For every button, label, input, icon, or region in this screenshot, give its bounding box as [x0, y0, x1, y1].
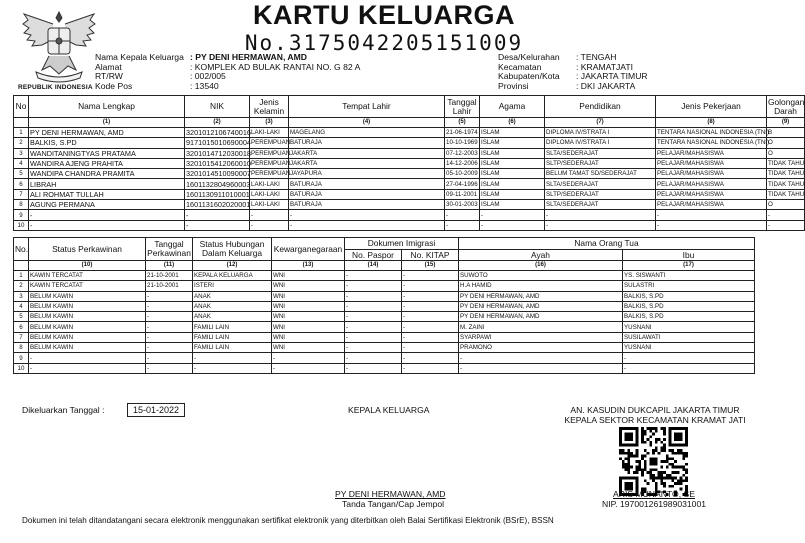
- column-number: (11): [146, 261, 193, 271]
- cell-kitap-no: -: [402, 332, 459, 342]
- header-no-2: No.: [14, 238, 29, 261]
- header-immigration-docs: Dokumen Imigrasi: [345, 238, 459, 250]
- table-row: [14, 353, 755, 363]
- cell-nik: 1601131602020001: [186, 200, 251, 210]
- cell-occupation: PELAJAR/MAHASISWA: [656, 148, 767, 158]
- cell-occupation: -: [656, 210, 767, 220]
- cell-citizenship: WNI: [272, 343, 345, 353]
- cell-education: BELUM TAMAT SD/SEDERAJAT: [545, 169, 656, 179]
- cell-birthplace: -: [289, 220, 445, 230]
- cell-nik: 3201015412060010: [186, 159, 251, 169]
- official-title-line-2: KEPALA SEKTOR KECAMATAN KRAMAT JATI: [564, 415, 746, 425]
- issued-date-label: Dikeluarkan Tanggal :: [22, 405, 105, 415]
- table-row: [14, 138, 805, 148]
- cell-religion: -: [480, 210, 545, 220]
- cell-nik: 3201014510090007: [186, 169, 251, 179]
- cell-occupation: -: [656, 220, 767, 230]
- header-occupation: Jenis Pekerjaan: [656, 96, 767, 118]
- cell-family-relationship: FAMILI LAIN: [193, 343, 272, 353]
- cell-full-name: -: [29, 210, 185, 220]
- cell-mother-name: SUSILAWATI: [623, 332, 755, 342]
- cell-family-relationship: FAMILI LAIN: [193, 332, 272, 342]
- value-postal-code: : 13540: [190, 80, 219, 91]
- cell-mother-name: BALKIS, S.PD: [623, 291, 755, 301]
- header-father: Ayah: [459, 250, 623, 261]
- cell-row-no: 10: [14, 220, 29, 230]
- region-values: [576, 53, 648, 91]
- header-mother: Ibu: [623, 250, 755, 261]
- label-province: Provinsi: [498, 80, 529, 91]
- cell-mother-name: SULASTRI: [623, 281, 755, 291]
- cell-occupation: PELAJAR/MAHASISWA: [656, 158, 767, 168]
- document-title: KARTU KELUARGA: [253, 0, 515, 30]
- cell-occupation: TENTARA NASIONAL INDONESIA (TNI): [657, 129, 770, 137]
- table-row: [14, 343, 755, 353]
- label-head-of-family: Nama Kepala Keluarga: [95, 52, 184, 62]
- column-number-row: [14, 261, 755, 271]
- cell-birthplace: BATURAJA: [289, 138, 445, 148]
- table-row: [14, 200, 805, 210]
- column-number: (14): [345, 261, 402, 271]
- cell-religion: ISLAM: [480, 158, 545, 168]
- cell-citizenship: WNI: [272, 301, 345, 311]
- cell-occupation: PELAJAR/MAHASISWA: [656, 200, 767, 210]
- cell-row-no: 5: [14, 312, 29, 322]
- header-gender: Jenis Kelamin: [250, 96, 289, 118]
- header-kitap-no: No. KITAP: [402, 250, 459, 261]
- cell-father-name: -: [459, 363, 623, 373]
- cell-religion: -: [480, 220, 545, 230]
- official-nip: NIP. 197001261989031001: [602, 499, 707, 509]
- table-row: [14, 332, 755, 342]
- cell-family-relationship: ANAK: [193, 312, 272, 322]
- cell-row-no: 10: [14, 363, 29, 373]
- cell-occupation: PELAJAR/MAHASISWA: [656, 179, 767, 189]
- cell-marital-status: -: [29, 363, 146, 373]
- cell-gender: LAKI-LAKI: [250, 179, 289, 189]
- cell-education: -: [545, 210, 656, 220]
- table-row: [14, 271, 755, 281]
- cell-marriage-date: -: [146, 353, 193, 363]
- cell-kitap-no: -: [402, 343, 459, 353]
- cell-blood-type: O: [767, 200, 805, 210]
- column-number-blank: [14, 118, 29, 128]
- cell-kitap-no: -: [402, 353, 459, 363]
- cell-birthdate: 05-10-2009: [446, 170, 478, 178]
- cell-row-no: 6: [14, 179, 29, 189]
- column-number: (7): [545, 118, 656, 128]
- cell-nik: -: [185, 210, 250, 220]
- cell-full-name: WANDITANINGTYAS PRATAMA: [29, 148, 185, 158]
- cell-citizenship: -: [272, 363, 345, 373]
- cell-birthdate: 14-12-2006: [446, 160, 478, 168]
- column-number: (5): [445, 118, 480, 128]
- cell-gender: LAKI-LAKI: [250, 128, 289, 138]
- cell-education: SLTA/SEDERAJAT: [545, 148, 656, 158]
- cell-marital-status: KAWIN TERCATAT: [29, 281, 146, 291]
- cell-gender: LAKI-LAKI: [250, 189, 289, 199]
- cell-marriage-date: -: [146, 343, 193, 353]
- table-row: [14, 291, 755, 301]
- cell-passport-no: -: [345, 291, 402, 301]
- header-religion: Agama: [480, 96, 545, 118]
- cell-birthdate: -: [445, 220, 480, 230]
- cell-passport-no: -: [345, 301, 402, 311]
- cell-marital-status: BELUM KAWIN: [29, 291, 146, 301]
- cell-education: SLTA/SEDERAJAT: [545, 200, 656, 210]
- cell-father-name: SUWOTO: [459, 271, 623, 281]
- cell-birthplace: -: [289, 210, 445, 220]
- cell-education: DIPLOMA IV/STRATA I: [545, 138, 656, 148]
- cell-religion: ISLAM: [480, 200, 545, 210]
- cell-marriage-date: 21-10-2001: [146, 281, 193, 291]
- cell-full-name: BALKIS, S.PD: [29, 138, 185, 148]
- header-citizenship: Kewarganegaraan: [272, 238, 345, 261]
- cell-birthdate: 10-10-1969: [446, 139, 478, 147]
- cell-gender: PEREMPUAN: [251, 170, 291, 178]
- official-title-line-1: AN. KASUDIN DUKCAPIL JAKARTA TIMUR: [570, 405, 740, 415]
- cell-row-no: 8: [14, 200, 29, 210]
- cell-row-no: 8: [14, 343, 29, 353]
- cell-religion: ISLAM: [480, 189, 545, 199]
- cell-row-no: 9: [14, 210, 29, 220]
- cell-marriage-date: -: [146, 322, 193, 332]
- cell-mother-name: YUSNANI: [623, 343, 755, 353]
- cell-full-name: ALI ROHMAT TULLAH: [29, 189, 185, 199]
- cell-full-name: LIBRAH: [29, 179, 185, 189]
- cell-blood-type: O: [767, 148, 805, 158]
- table-row: [14, 322, 755, 332]
- cell-mother-name: YUSNANI: [623, 322, 755, 332]
- label-village: Desa/Kelurahan: [498, 52, 560, 62]
- cell-family-relationship: -: [193, 353, 272, 363]
- value-city: : JAKARTA TIMUR: [576, 71, 648, 82]
- cell-citizenship: -: [272, 353, 345, 363]
- cell-nik: 9171015010690004: [186, 138, 251, 148]
- cell-family-relationship: FAMILI LAIN: [193, 322, 272, 332]
- value-village: : TENGAH: [576, 52, 617, 62]
- cell-religion: ISLAM: [480, 148, 545, 158]
- civil-status-table: [13, 237, 755, 374]
- cell-mother-name: BALKIS, S.PD: [623, 312, 755, 322]
- cell-blood-type: TIDAK TAHU: [768, 180, 805, 188]
- header-marriage-date: Tanggal Perkawinan: [146, 238, 193, 261]
- cell-mother-name: -: [623, 353, 755, 363]
- cell-row-no: 7: [14, 332, 29, 342]
- cell-marital-status: BELUM KAWIN: [29, 312, 146, 322]
- cell-blood-type: TIDAK TAHU: [768, 190, 805, 198]
- column-number-blank: [14, 261, 29, 271]
- cell-birthplace: BATURAJA: [289, 189, 445, 199]
- official-title: [540, 405, 770, 425]
- cell-birthplace: BATURAJA: [289, 200, 445, 210]
- cell-marriage-date: -: [146, 332, 193, 342]
- cell-blood-type: -: [767, 220, 805, 230]
- cell-father-name: PRAMONO: [459, 343, 623, 353]
- cell-father-name: PY DENI HERMAWAN, AMD: [459, 312, 623, 322]
- cell-gender: -: [250, 210, 289, 220]
- cell-religion: ISLAM: [480, 128, 545, 138]
- cell-kitap-no: -: [402, 301, 459, 311]
- official-name: ARIS MUNANTO, SE: [613, 489, 695, 499]
- cell-full-name: -: [29, 220, 185, 230]
- cell-row-no: 6: [14, 322, 29, 332]
- cell-gender: PEREMPUAN: [251, 149, 291, 157]
- cell-kitap-no: -: [402, 291, 459, 301]
- cell-birthplace: JAYAPURA: [289, 169, 445, 179]
- column-number: (4): [289, 118, 445, 128]
- cell-full-name: WANDIRA AJENG PRAHITA: [29, 158, 185, 168]
- cell-education: DIPLOMA IV/STRATA I: [545, 128, 656, 138]
- cell-marital-status: BELUM KAWIN: [29, 301, 146, 311]
- column-number: (15): [402, 261, 459, 271]
- cell-marriage-date: 21-10-2001: [146, 271, 193, 281]
- column-number: (3): [250, 118, 289, 128]
- cell-education: SLTP/SEDERAJAT: [545, 158, 656, 168]
- column-number: (13): [272, 261, 345, 271]
- household-left-labels: [95, 53, 184, 91]
- column-number-row: [14, 118, 805, 128]
- cell-blood-type: TIDAK TAHU: [768, 160, 805, 168]
- cell-birthplace: JAKARTA: [289, 148, 445, 158]
- cell-family-relationship: -: [193, 363, 272, 373]
- cell-blood-type: B: [767, 128, 805, 138]
- cell-religion: ISLAM: [480, 138, 545, 148]
- cell-father-name: SYARPAWI: [459, 332, 623, 342]
- cell-occupation: PELAJAR/MAHASISWA: [656, 169, 767, 179]
- header-marital-status: Status Perkawinan: [29, 238, 146, 261]
- cell-nik: -: [185, 220, 250, 230]
- cell-kitap-no: -: [402, 322, 459, 332]
- table-row: [14, 301, 755, 311]
- cell-citizenship: WNI: [272, 322, 345, 332]
- cell-row-no: 7: [14, 189, 29, 199]
- cell-row-no: 9: [14, 353, 29, 363]
- signature-caption: Tanda Tangan/Cap Jempol: [342, 499, 445, 509]
- cell-education: -: [545, 220, 656, 230]
- electronic-signature-notice: Dokumen ini telah ditandatangani secara elektronik menggunakan sertifikat elektronik yang diterbitkan oleh Balai Sertifikasi Elektronik (BSrE), BSSN: [22, 516, 554, 525]
- cell-father-name: M. ZAINI: [459, 322, 623, 332]
- cell-row-no: 5: [14, 169, 29, 179]
- cell-birthdate: -: [445, 210, 480, 220]
- cell-birthdate: 21-06-1974: [446, 129, 478, 137]
- cell-kitap-no: -: [402, 312, 459, 322]
- cell-passport-no: -: [345, 322, 402, 332]
- header-birthplace: Tempat Lahir: [289, 96, 445, 118]
- label-city: Kabupaten/Kota: [498, 71, 560, 82]
- cell-marriage-date: -: [146, 312, 193, 322]
- cell-family-relationship: ANAK: [193, 291, 272, 301]
- table-row: [14, 220, 805, 230]
- header-blood-type: Golongan Darah: [768, 96, 805, 116]
- cell-nik: 1601130911010001: [186, 189, 250, 199]
- label-postal-code: Kode Pos: [95, 80, 133, 91]
- cell-full-name: WANDIPA CHANDRA PRAMITA: [29, 169, 185, 179]
- cell-nik: 3201012106740016: [186, 128, 251, 138]
- cell-blood-type: TIDAK TAHU: [768, 170, 805, 178]
- cell-row-no: 3: [14, 148, 29, 158]
- cell-passport-no: -: [345, 332, 402, 342]
- value-rt-rw: : 002/005: [190, 71, 226, 82]
- cell-row-no: 2: [14, 281, 29, 291]
- column-number: (10): [29, 261, 146, 271]
- cell-family-relationship: ISTERI: [193, 281, 272, 291]
- cell-education: SLTA/SEDERAJAT: [545, 179, 656, 189]
- cell-passport-no: -: [345, 271, 402, 281]
- cell-full-name: PY DENI HERMAWAN, AMD: [29, 128, 185, 138]
- cell-birthdate: 27-04-1996: [446, 180, 478, 188]
- value-district: : KRAMATJATI: [576, 61, 633, 72]
- cell-mother-name: BALKIS, S.PD: [623, 301, 755, 311]
- cell-passport-no: -: [345, 353, 402, 363]
- label-address: Alamat: [95, 61, 122, 72]
- table-row: [14, 281, 755, 291]
- cell-father-name: PY DENI HERMAWAN, AMD: [459, 301, 623, 311]
- cell-marital-status: BELUM KAWIN: [29, 322, 146, 332]
- column-number: (17): [623, 261, 755, 271]
- cell-occupation: TENTARA NASIONAL INDONESIA (TNI): [657, 139, 770, 147]
- table-row: [14, 312, 755, 322]
- header-full-name: Nama Lengkap: [29, 96, 185, 118]
- cell-education: SLTP/SEDERAJAT: [545, 189, 656, 199]
- qr-code-icon: [619, 427, 688, 496]
- header-birthdate: Tanggal Lahir: [445, 96, 480, 118]
- column-number: (9): [767, 118, 805, 128]
- cell-kitap-no: -: [402, 271, 459, 281]
- cell-birthdate: 07-12-2003: [446, 149, 478, 157]
- cell-marriage-date: -: [146, 363, 193, 373]
- table-row: [14, 189, 805, 199]
- cell-row-no: 1: [14, 128, 29, 138]
- cell-family-relationship: ANAK: [193, 301, 272, 311]
- civil-status-body: [14, 261, 755, 374]
- cell-gender: -: [250, 220, 289, 230]
- cell-father-name: H.A HAMID: [459, 281, 623, 291]
- cell-citizenship: WNI: [272, 281, 345, 291]
- cell-birthdate: 30-01-2003: [446, 201, 478, 209]
- cell-passport-no: -: [345, 312, 402, 322]
- cell-birthdate: 09-11-2001: [445, 189, 480, 199]
- cell-gender: PEREMPUAN: [251, 160, 291, 168]
- cell-row-no: 3: [14, 291, 29, 301]
- cell-family-relationship: KEPALA KELUARGA: [193, 271, 272, 281]
- cell-row-no: 4: [14, 158, 29, 168]
- cell-birthplace: JAKARTA: [289, 158, 445, 168]
- label-rt-rw: RT/RW: [95, 71, 123, 82]
- cell-father-name: PY DENI HERMAWAN, AMD: [459, 291, 623, 301]
- table-row: [14, 158, 805, 168]
- table-row: [14, 148, 805, 158]
- issued-date-value: 15-01-2022: [127, 403, 185, 417]
- column-number: (16): [459, 261, 623, 271]
- value-province: : DKI JAKARTA: [576, 80, 636, 91]
- cell-marital-status: BELUM KAWIN: [29, 332, 146, 342]
- header-education: Pendidikan: [545, 96, 656, 118]
- family-members-body: [14, 118, 805, 231]
- family-card-number: No.3175042205151009: [244, 31, 524, 55]
- region-labels: [498, 53, 560, 91]
- column-number: (2): [185, 118, 250, 128]
- cell-birthplace: MAGELANG: [289, 128, 445, 138]
- cell-father-name: -: [459, 353, 623, 363]
- table-row: [14, 128, 805, 138]
- table-row: [14, 179, 805, 189]
- cell-marital-status: -: [29, 353, 146, 363]
- cell-passport-no: -: [345, 363, 402, 373]
- header-passport-no: No. Paspor: [345, 250, 402, 261]
- head-of-family-label: KEPALA KELUARGA: [348, 405, 430, 415]
- cell-marital-status: KAWIN TERCATAT: [29, 271, 146, 281]
- family-members-table: [13, 95, 805, 231]
- cell-marital-status: BELUM KAWIN: [29, 343, 146, 353]
- cell-blood-type: -: [767, 210, 805, 220]
- cell-religion: ISLAM: [480, 169, 545, 179]
- cell-kitap-no: -: [402, 281, 459, 291]
- cell-marriage-date: -: [146, 291, 193, 301]
- country-label: REPUBLIK INDONESIA: [18, 84, 93, 91]
- cell-birthplace: BATURAJA: [289, 179, 445, 189]
- cell-row-no: 4: [14, 301, 29, 311]
- header-nik: NIK: [185, 96, 250, 118]
- label-district: Kecamatan: [498, 61, 542, 72]
- column-number: (6): [480, 118, 545, 128]
- header-family-relationship: Status Hubungan Dalam Keluarga: [193, 238, 272, 261]
- cell-citizenship: WNI: [272, 271, 345, 281]
- value-address: : KOMPLEK AD BULAK RANTAI NO. G 82 A: [190, 61, 361, 72]
- cell-full-name: AGUNG PERMANA: [29, 200, 185, 210]
- column-number: (8): [656, 118, 767, 128]
- cell-citizenship: WNI: [272, 312, 345, 322]
- column-number: (1): [29, 118, 185, 128]
- cell-marriage-date: -: [146, 301, 193, 311]
- cell-row-no: 1: [14, 271, 29, 281]
- table-row: [14, 363, 755, 373]
- value-head-of-family: : PY DENI HERMAWAN, AMD: [190, 52, 307, 62]
- cell-nik: 1601132804960003: [186, 179, 251, 189]
- header-parents: Nama Orang Tua: [459, 238, 755, 250]
- cell-citizenship: WNI: [272, 332, 345, 342]
- cell-mother-name: -: [623, 363, 755, 373]
- cell-blood-type: O: [767, 138, 805, 148]
- cell-nik: 3201014712030018: [186, 148, 251, 158]
- cell-mother-name: YS. SISWANTI: [623, 271, 755, 281]
- cell-kitap-no: -: [402, 363, 459, 373]
- cell-gender: LAKI-LAKI: [250, 200, 289, 210]
- cell-gender: PEREMPUAN: [251, 139, 291, 147]
- table-row: [14, 210, 805, 220]
- household-left-values: [190, 53, 360, 91]
- cell-religion: ISLAM: [480, 179, 545, 189]
- header-no: No: [14, 96, 29, 118]
- cell-passport-no: -: [345, 281, 402, 291]
- cell-citizenship: WNI: [272, 291, 345, 301]
- cell-occupation: PELAJAR/MAHASISWA: [656, 189, 767, 199]
- table-row: [14, 169, 805, 179]
- cell-row-no: 2: [14, 138, 29, 148]
- cell-passport-no: -: [345, 343, 402, 353]
- column-number: (12): [193, 261, 272, 271]
- head-of-family-name: PY DENI HERMAWAN, AMD: [335, 489, 446, 499]
